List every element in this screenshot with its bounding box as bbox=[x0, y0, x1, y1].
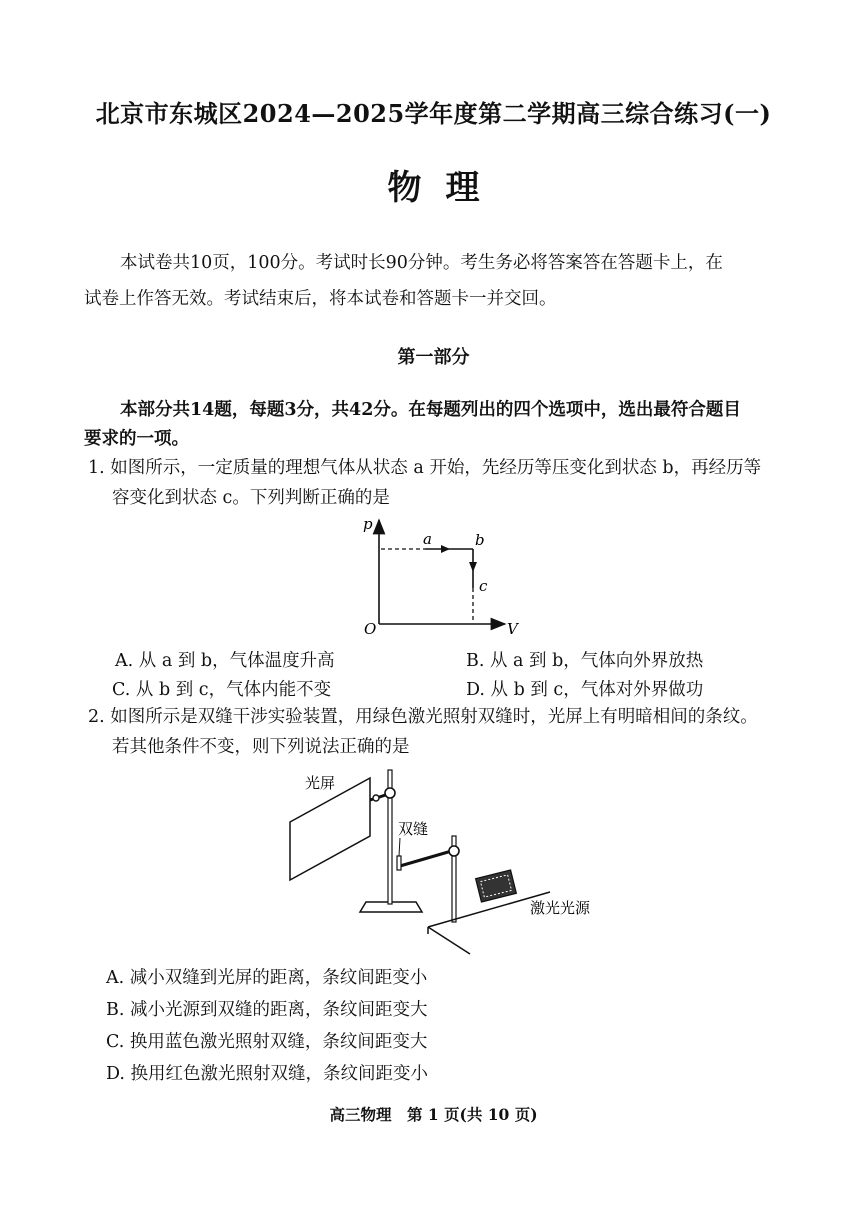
screen-label: 光屏 bbox=[305, 774, 336, 792]
part-one-intro-line-1: 本部分共14题，每题3分，共42分。在每题列出的四个选项中，选出最符合题目 bbox=[120, 400, 741, 420]
exam-title: 北京市东城区2024—2025学年度第二学期高三综合练习(一) bbox=[95, 99, 772, 128]
part-one-intro-line-2: 要求的一项。 bbox=[84, 429, 189, 449]
clamp-knob bbox=[449, 846, 459, 856]
q1-option-b[interactable]: B. 从 a 到 b，气体向外界放热 bbox=[466, 651, 704, 671]
slit-holder-arm bbox=[400, 850, 455, 866]
question-1-line-2: 容变化到状态 c。下列判断正确的是 bbox=[112, 488, 390, 508]
laser-label: 激光光源 bbox=[530, 899, 591, 917]
page-footer: 高三物理 第 1 页(共 10 页) bbox=[329, 1105, 538, 1124]
light-screen bbox=[290, 778, 370, 880]
part-one-title: 第一部分 bbox=[397, 347, 470, 368]
subject-title: 物理 bbox=[387, 168, 504, 208]
question-1-line-1: 1. 如图所示，一定质量的理想气体从状态 a 开始，先经历等压变化到状态 b，再经历等 bbox=[88, 458, 762, 478]
question-2-line-1: 2. 如图所示是双缝干涉实验装置，用绿色激光照射双缝时，光屏上有明暗相间的条纹。 bbox=[88, 707, 758, 727]
q1-option-d[interactable]: D. 从 b 到 c，气体对外界做功 bbox=[466, 680, 704, 700]
v-axis-label: V bbox=[507, 620, 518, 638]
p-axis-label: p bbox=[363, 515, 373, 533]
table-edge-front bbox=[428, 927, 470, 954]
q2-option-c[interactable]: C. 换用蓝色激光照射双缝，条纹间距变大 bbox=[106, 1032, 428, 1052]
arrow-icon bbox=[441, 545, 450, 553]
clamp-screw bbox=[373, 795, 379, 801]
q1-option-c[interactable]: C. 从 b 到 c，气体内能不变 bbox=[112, 680, 332, 700]
state-c-label: c bbox=[479, 577, 488, 595]
arrow-icon bbox=[469, 562, 477, 572]
double-slit-apparatus bbox=[280, 762, 610, 957]
origin-label: O bbox=[364, 620, 377, 638]
state-a-label: a bbox=[423, 530, 432, 548]
clamp-knob bbox=[385, 788, 395, 798]
double-slit bbox=[397, 856, 401, 870]
q2-option-d[interactable]: D. 换用红色激光照射双缝，条纹间距变小 bbox=[106, 1064, 429, 1084]
q2-option-b[interactable]: B. 减小光源到双缝的距离，条纹间距变大 bbox=[106, 1000, 428, 1020]
slit-label: 双缝 bbox=[398, 820, 429, 838]
state-b-label: b bbox=[475, 531, 485, 549]
laser-source-box bbox=[476, 870, 517, 902]
q2-option-a[interactable]: A. 减小双缝到光屏的距离，条纹间距变小 bbox=[106, 968, 428, 988]
pv-diagram bbox=[355, 512, 530, 642]
question-2-line-2: 若其他条件不变，则下列说法正确的是 bbox=[112, 737, 410, 757]
instructions-line-1: 本试卷共10页，100分。考试时长90分钟。考生务必将答案答在答题卡上，在 bbox=[120, 253, 723, 273]
q1-option-a[interactable]: A. 从 a 到 b，气体温度升高 bbox=[115, 651, 335, 671]
instructions-line-2: 试卷上作答无效。考试结束后，将本试卷和答题卡一并交回。 bbox=[84, 289, 557, 309]
slit-pointer-line bbox=[399, 838, 400, 856]
